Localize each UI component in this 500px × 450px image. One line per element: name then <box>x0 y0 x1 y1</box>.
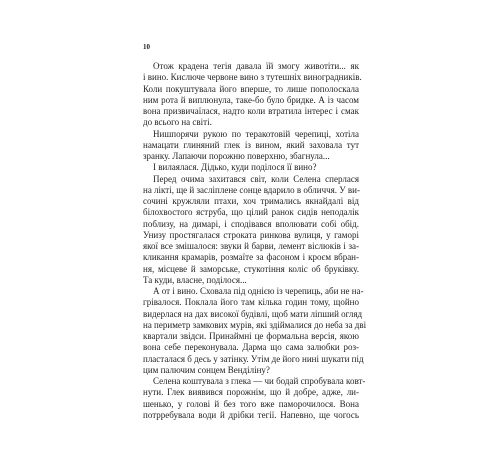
text-line: на лікті, ще й засліплене сонце вдарило в обличчя. У ви- <box>143 184 360 195</box>
text-line: намацати глиняний глек із вином, який заховала тут <box>143 139 359 150</box>
text-line: ня, місцеве й заморське, стукотіння коліс об бруківку. <box>143 263 359 274</box>
text-line: Коли покуштувала його вперше, то лише пополоскала <box>143 83 359 94</box>
text-line: видерлася на дах високої будівлі, щоб мати ліпший огляд <box>143 308 363 319</box>
text-line: кликання крамарів, розмаїте за фасоном і кроєм вбран- <box>143 252 359 263</box>
body-text <box>143 61 367 421</box>
text-line: Селена коштувала з глека — чи бодай спробувала ковт- <box>153 376 366 386</box>
text-line: І вилаялася. Дідько, куди поділося її вино? <box>153 162 317 173</box>
text-line: зранку. Лапаючи порожню поверхню, збагнула... <box>143 151 330 161</box>
text-line: шенько, у голові й без того вже паморочилося. Вона <box>143 398 359 409</box>
text-line: потрребувала води й дрібки тегії. Напевно, ще чогось <box>143 409 359 420</box>
text-line: Перед очима захитався світ, коли Селена сперлася <box>153 173 359 184</box>
text-line: якої все змішалося: звуки й барви, лемент віслюків і за- <box>143 241 359 251</box>
text-line: Та куди, власне, поділося... <box>143 274 247 285</box>
text-line: цим палючим сонцем Венділіну? <box>143 364 270 375</box>
text-line: поблизу, на димарі, і сподівався вполювати собі обід. <box>143 218 359 229</box>
text-line: сочині кружляли птахи, хоч тримались якнайдалі від <box>143 196 359 206</box>
text-line: Отож крадена тегія давала їй змогу животіти... як <box>153 61 359 71</box>
text-line: вона себе переконувала. Дарма що сама залюбки роз- <box>143 342 359 353</box>
text-line: білохвостого яструба, що цілий ранок сидів неподалік <box>143 207 359 218</box>
page-number: 10 <box>143 43 150 51</box>
text-line: на периметр замкових мурів, які здіймалися до неба за дві <box>143 319 367 330</box>
text-line: А от і вино. Сховала під однією із черепиць, аби не на- <box>153 286 364 296</box>
text-line: до всього на світі. <box>143 117 212 128</box>
text-line: нути. Глек виявився порожнім, що й добре, адже, ли- <box>143 387 359 398</box>
text-line: грівалося. Поклала його там кілька годин тому, щойно <box>143 297 359 308</box>
text-line: ним рота й виплюнула, таке-бо було бридке. А із часом <box>143 94 359 105</box>
text-line: пласталася б десь у затінку. Утім де його нині шукати під <box>143 353 364 364</box>
text-line: Унизу простягалася строката ринкова вулиця, у гаморі <box>143 229 359 240</box>
text-line: квартали звідси. Принаймні це формальна версія, якою <box>143 331 359 341</box>
text-line: вона призвичаїлася, надто коли втратила інтерес і смак <box>143 106 359 116</box>
text-line: і вино. Кислюче червоне вино з тутешніх виноградників. <box>143 72 362 83</box>
text-line: Нишпорячи рукою по теракотовій черепиці, хотіла <box>153 128 359 139</box>
